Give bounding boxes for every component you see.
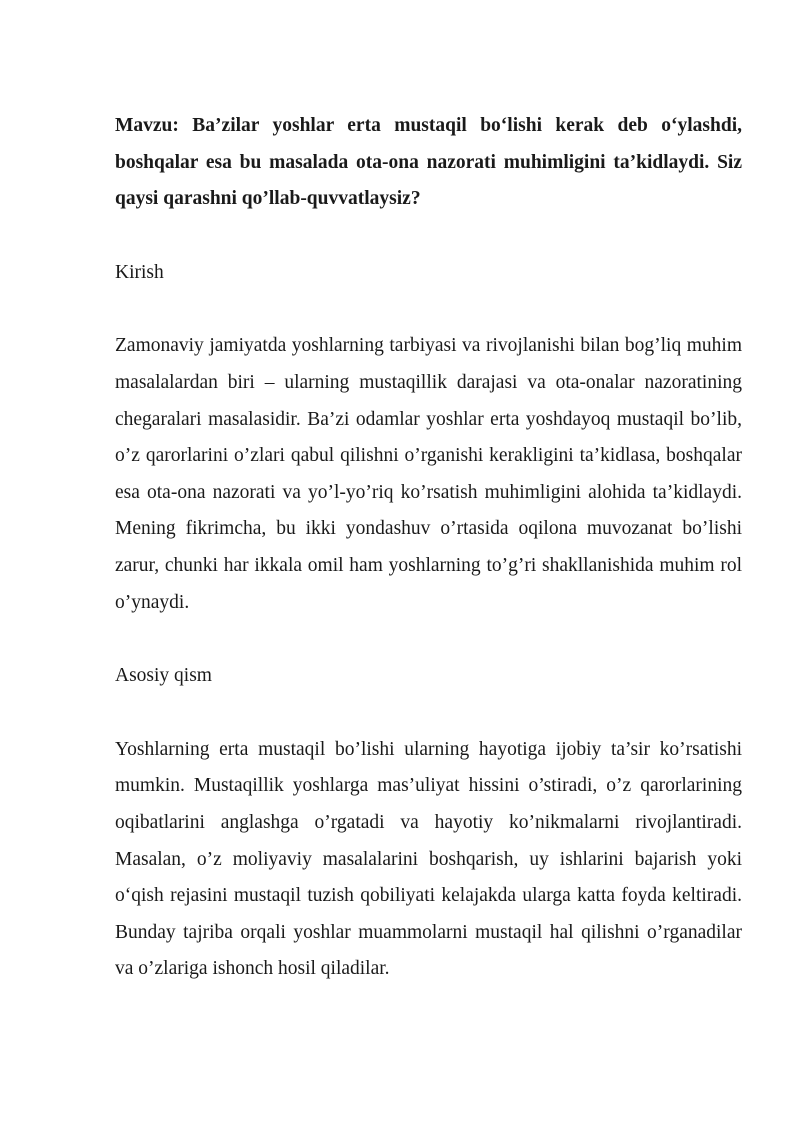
paragraph-asosiy-qism: Yoshlarning erta mustaqil bo’lishi ularning hayotiga ijobiy ta’sir ko’rsatishi mumkin. Mustaqillik yoshlarga mas’uliyat hissini o’stiradi, o’z qarorlarining oqibatlarini anglashga o’rgatadi va hayotiy ko’nikmalarni rivojlantiradi. Masalan, o’z moliyaviy masalalarini boshqarish, uy ishlarini bajarish yoki o‘qish rejasini mustaqil tuzish qobiliyati kelajakda ularga katta foyda keltiradi. Bunday tajriba orqali yoshlar muammolarni mustaqil hal qilishni o’rganadilar va o’zlariga ishonch hosil qiladilar. xyxy=(115,738,742,980)
section-heading-kirish: Kirish xyxy=(115,261,164,283)
section-heading-asosiy-qism: Asosiy qism xyxy=(115,665,212,687)
paragraph-kirish: Zamonaviy jamiyatda yoshlarning tarbiyasi va rivojlanishi bilan bog’liq muhim masalalardan biri – ularning mustaqillik darajasi va ota-onalar nazoratining chegaralari masalasidir. Ba’zi odamlar yoshlar erta yoshdayoq mustaqil bo’lib, o’z qarorlarini o’zlari qabul qilishni o’rganishi kerakligini ta’kidlasa, boshqalar esa ota-ona nazorati va yo’l-yo’riq ko’rsatish muhimligini alohida ta’kidlaydi. Mening fikrimcha, bu ikki yondashuv o’rtasida oqilona muvozanat bo’lishi zarur, chunki har ikkala omil ham yoshlarning to’g’ri shakllanishida muhim rol o’ynaydi. xyxy=(115,335,742,613)
essay-title: Mavzu: Ba’zilar yoshlar erta mustaqil bo‘lishi kerak deb o‘ylashdi, boshqalar esa bu masalada ota-ona nazorati muhimligini ta’kidlaydi. Siz qaysi qarashni qo’llab-quvvatlaysiz? xyxy=(115,115,742,210)
document-page xyxy=(115,108,742,1025)
